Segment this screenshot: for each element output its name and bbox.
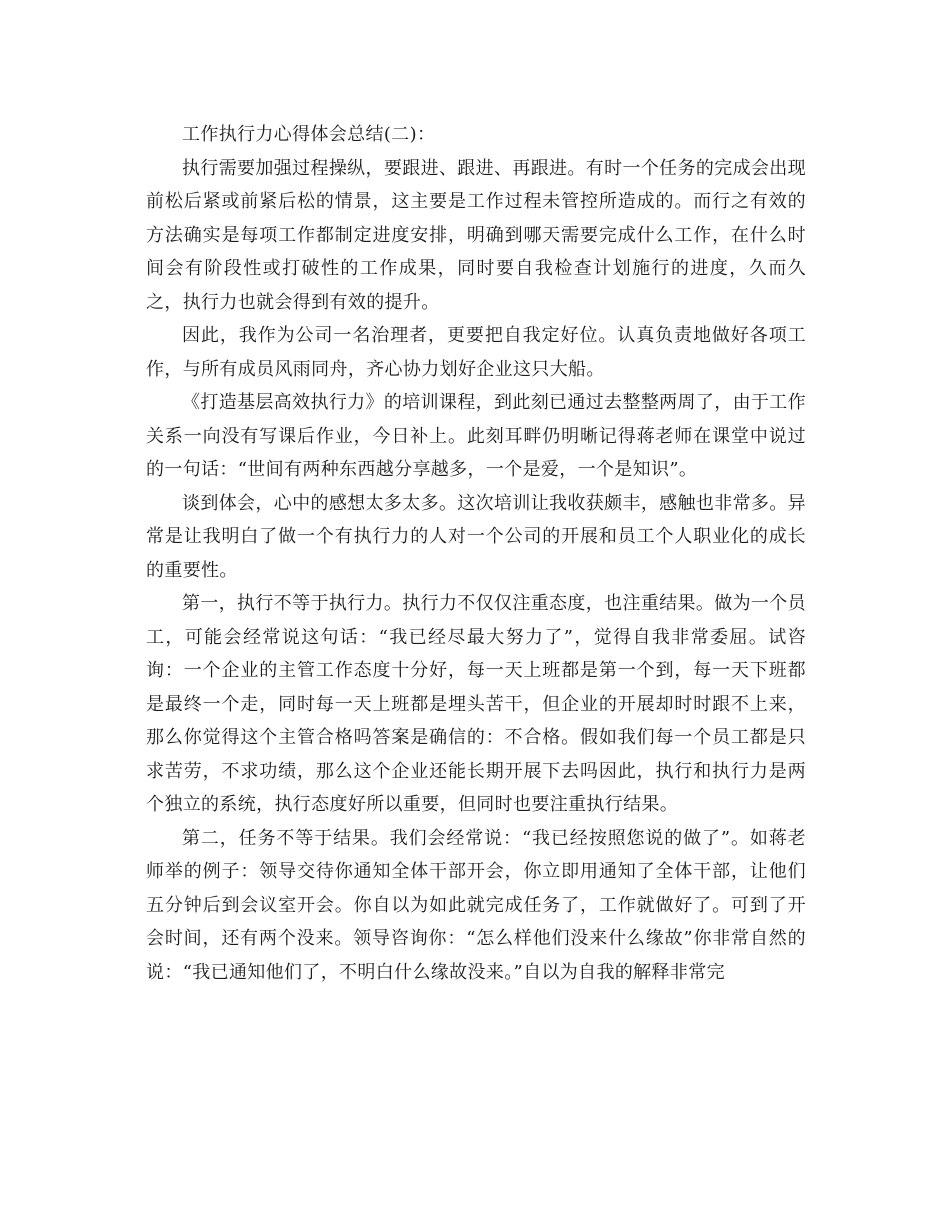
paragraph: 因此，我作为公司一名治理者，更要把自我定好位。认真负责地做好各项工作，与所有成员风雨同舟，齐心协力划好企业这只大船。 bbox=[146, 325, 806, 380]
document-title: 工作执行力心得体会总结(二)： bbox=[182, 124, 436, 145]
paragraph: 《打造基层高效执行力》的培训课程，到此刻已通过去整整两周了，由于工作关系一向没有写课后作业，今日补上。此刻耳畔仍明晰记得蒋老师在课堂中说过的一句话：“世间有两种东西越分享越多，一个是爱，一个是知识”。 bbox=[146, 392, 806, 480]
paragraph: 谈到体会，心中的感想太多太多。这次培训让我收获颇丰，感触也非常多。异常是让我明白了做一个有执行力的人对一个公司的开展和员工个人职业化的成长的重要性。 bbox=[146, 492, 806, 581]
paragraph: 执行需要加强过程操纵，要跟进、跟进、再跟进。有时一个任务的完成会出现前松后紧或前紧后松的情景，这主要是工作过程未管控所造成的。而行之有效的方法确实是每项工作都制定进度安排，明确到哪天需要完成什么工作，在什么时间会有阶段性或打破性的工作成果，同时要自我检查计划施行的进度，久而久之，执行力也就会得到有效的提升。 bbox=[146, 157, 806, 313]
document-body bbox=[146, 118, 806, 989]
paragraph: 第二，任务不等于结果。我们会经常说：“我已经按照您说的做了”。如蒋老师举的例子：领导交待你通知全体干部开会，你立即用通知了全体干部，让他们五分钟后到会议室开会。你自以为如此就完成任务了，工作就做好了。可到了开会时间，还有两个没来。领导咨询你：“怎么样他们没来什么缘故”你非常自然的说：“我已通知他们了，不明白什么缘故没来。”自以为自我的解释非常完 bbox=[146, 827, 806, 983]
paragraph: 第一，执行不等于执行力。执行力不仅仅注重态度，也注重结果。做为一个员工，可能会经常说这句话：“我已经尽最大努力了”，觉得自我非常委屈。试咨询：一个企业的主管工作态度十分好，每一天上班都是第一个到，每一天下班都是最终一个走，同时每一天上班都是埋头苦干，但企业的开展却时时跟不上来，那么你觉得这个主管合格吗答案是确信的：不合格。假如我们每一个员工都是只求苦劳，不求功绩，那么这个企业还能长期开展下去吗因此，执行和执行力是两个独立的系统，执行态度好所以重要，但同时也要注重执行结果。 bbox=[146, 593, 806, 815]
